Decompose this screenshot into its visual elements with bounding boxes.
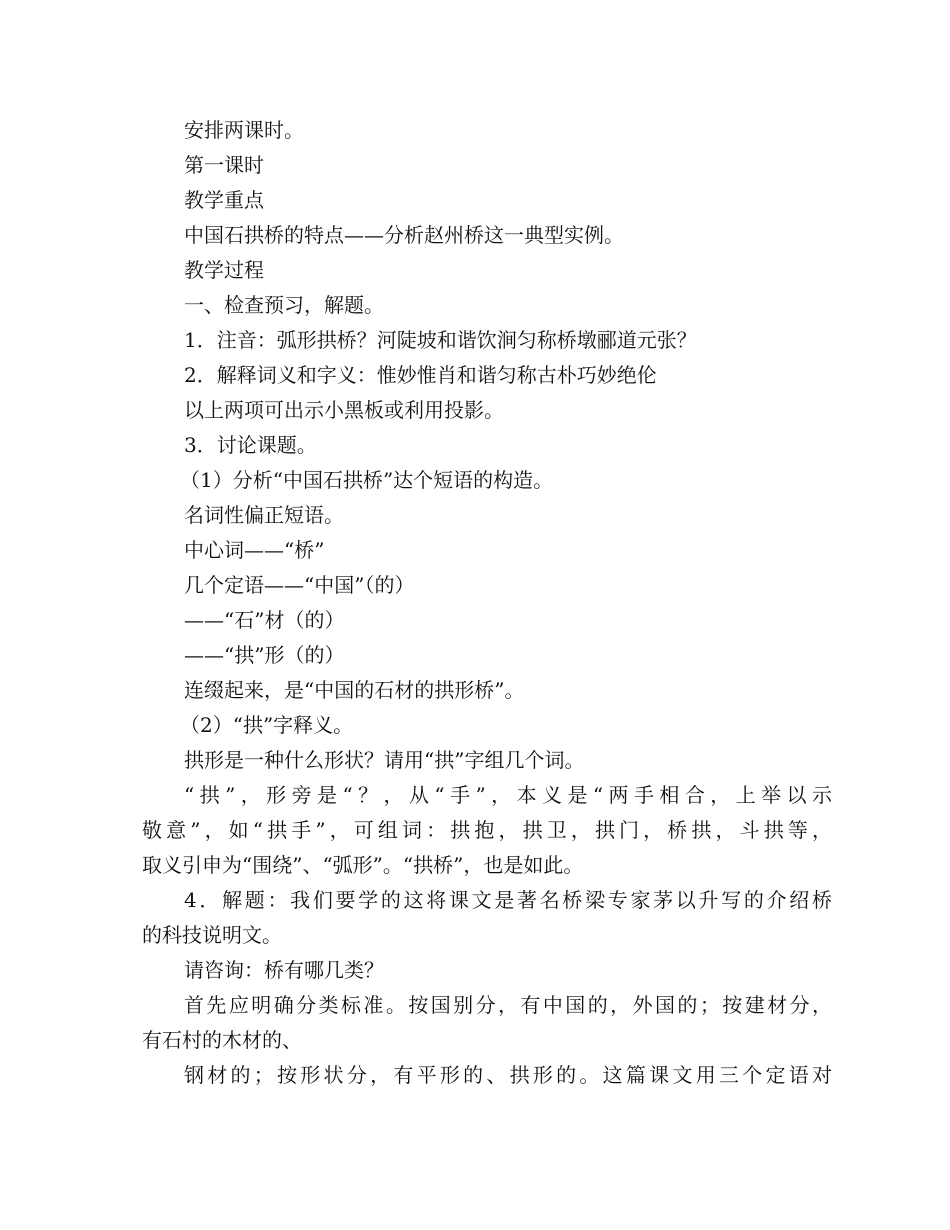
text-line: 钢材的；按形状分，有平形的、拱形的。这篇课文用三个定语对 [184,1063,832,1087]
text-line: 以上两项可出示小黑板或利用投影。 [184,398,504,422]
text-line: 名词性偏正短语。 [184,503,344,527]
text-line: 有石村的木材的、 [142,1028,302,1052]
text-line: 的科技说明文。 [142,923,282,947]
text-line: ——“石”材（的） [184,608,345,632]
text-line: 取义引申为“围绕”、“弧形”。“拱桥”，也是如此。 [142,853,584,877]
text-line: 首先应明确分类标准。按国别分，有中国的，外国的；按建材分， [184,993,832,1017]
section-heading: 第一课时 [184,153,264,177]
text-line: 中心词——“桥” [184,538,325,562]
document-body [142,113,832,1093]
text-line: 拱形是一种什么形状？请用“拱”字组几个词。 [184,748,585,772]
text-line: 1．注音：弧形拱桥？河陡坡和谐饮涧匀称桥墩郦道元张？ [184,328,697,352]
text-line: “拱”，形旁是“？，从“手”，本义是“两手相合，上举以示 [184,783,832,807]
text-line: 4．解题：我们要学的这将课文是著名桥梁专家茅以升写的介绍桥 [184,888,832,912]
text-line: 几个定语——“中国”（的） [184,573,415,597]
section-heading: 教学重点 [184,188,264,212]
text-line: 3．讨论课题。 [184,433,317,457]
text-line: ——“拱”形（的） [184,643,345,667]
text-line: 请咨询：桥有哪几类？ [184,958,384,982]
text-line: （1）分析“中国石拱桥”达个短语的构造。 [180,468,554,492]
text-line: （2）“拱”字释义。 [180,713,354,737]
text-line: 中国石拱桥的特点——分析赵州桥这一典型实例。 [184,223,624,247]
section-heading: 教学过程 [184,258,264,282]
text-line: 连缀起来，是“中国的石材的拱形桥”。 [184,678,525,702]
text-line: 敬意”，如“拱手”，可组词：拱抱，拱卫，拱门，桥拱，斗拱等， [142,818,832,842]
text-line: 2．解释词义和字义：惟妙惟肖和谐匀称古朴巧妙绝伦 [184,363,657,387]
text-line: 安排两课时。 [184,118,304,142]
text-line: 一、检查预习，解题。 [184,293,384,317]
